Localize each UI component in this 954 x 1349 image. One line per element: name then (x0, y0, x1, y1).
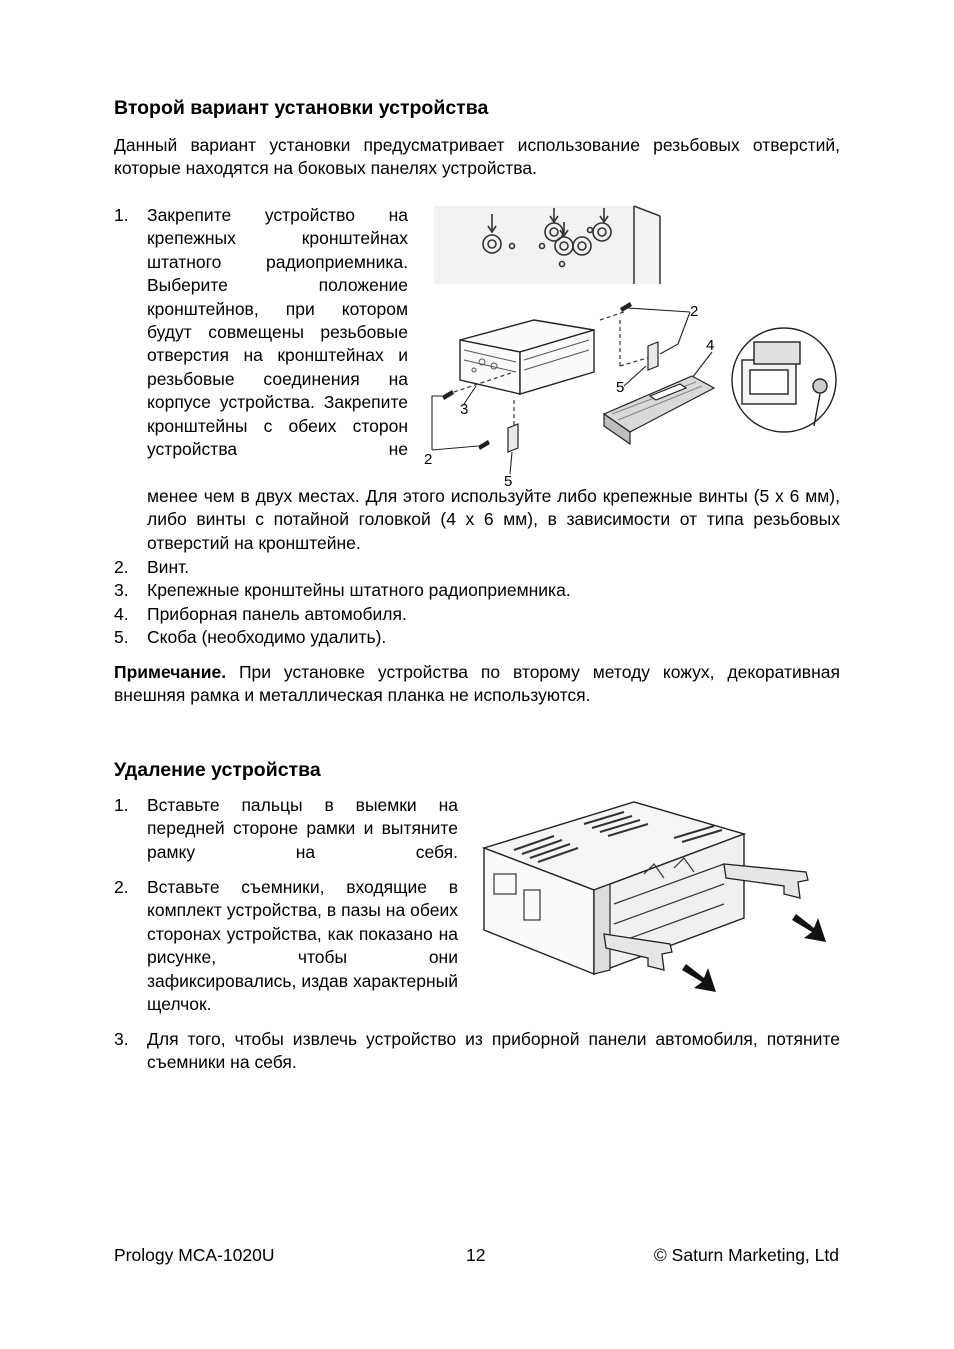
removal-diagram-svg (474, 794, 834, 1006)
list-number: 1. (114, 205, 129, 225)
list-number: 3. (114, 580, 129, 600)
note-paragraph (114, 661, 840, 708)
label-2-top: 2 (690, 303, 699, 320)
section-heading-install-variant-2: Второй вариант установки устройства (114, 97, 489, 119)
label-5-bottom: 5 (504, 473, 513, 490)
section-heading-removal: Удаление устройства (114, 759, 321, 781)
list-item-step-3 (114, 579, 840, 603)
removal-diagram (474, 794, 834, 1006)
removal-step-2-text: Вставьте съемники, входящие в комплект устройства, в пазы на обеих сторонах устройства, как показано на рисунке, чтобы они зафиксировались, издав характерный щелчок. (147, 877, 458, 1015)
footer-product-name: Prology MCA-1020U (114, 1245, 275, 1265)
list-number: 2. (114, 877, 129, 897)
intro-paragraph: Данный вариант установки предусматривает использование резьбовых отверстий, которые находятся на боковых панелях устройства. (114, 135, 840, 179)
list-number: 3. (114, 1029, 129, 1049)
installation-diagram (424, 200, 840, 490)
footer-copyright: © Saturn Marketing, Ltd (653, 1245, 839, 1265)
list-item-text: Крепежные кронштейны штатного радиоприемника. (147, 580, 571, 600)
list-item-text: Приборная панель автомобиля. (147, 604, 407, 624)
list-item-step-4 (114, 603, 840, 627)
list-item-text: Винт. (147, 557, 190, 577)
label-5-right: 5 (616, 379, 625, 396)
list-number: 5. (114, 627, 129, 647)
step-1-continued-text: менее чем в двух местах. Для этого используйте либо крепежные винты (5 х 6 мм), либо винты с потайной головкой (4 х 6 мм), в зависимости от типа резьбовых отверстий на кронштейне. (147, 486, 840, 553)
list-number: 2. (114, 557, 129, 577)
removal-step-1-text: Вставьте пальцы в выемки на передней стороне рамки и вытяните рамку на себя. (147, 795, 458, 862)
list-item-step-2 (114, 556, 840, 580)
note-text: При установке устройства по второму методу кожух, декоративная внешняя рамка и металлическая планка не используются. (114, 662, 840, 706)
installation-diagram-svg (424, 200, 840, 490)
note-label: Примечание. (114, 662, 227, 682)
footer-page-number: 12 (466, 1245, 486, 1265)
label-4: 4 (706, 337, 715, 354)
list-item-step-5 (114, 626, 840, 650)
list-item-text: Скоба (необходимо удалить). (147, 627, 387, 647)
step-1-wrapped-text: Закрепите устройство на крепежных кронштейнах штатного радиоприемника. Выберите положение кронштейнов, при котором будут совмещены резьбовые отверстия на кронштейнах и резьбовые соединения на корпусе устройства. Закрепите кронштейны с обеих сторон устройства не (147, 205, 408, 460)
label-2-bottom: 2 (424, 451, 433, 468)
list-number: 4. (114, 604, 129, 624)
list-number: 1. (114, 795, 129, 815)
removal-step-3-text: Для того, чтобы извлечь устройство из приборной панели автомобиля, потяните съемники на себя. (147, 1029, 840, 1073)
label-3: 3 (460, 401, 469, 418)
